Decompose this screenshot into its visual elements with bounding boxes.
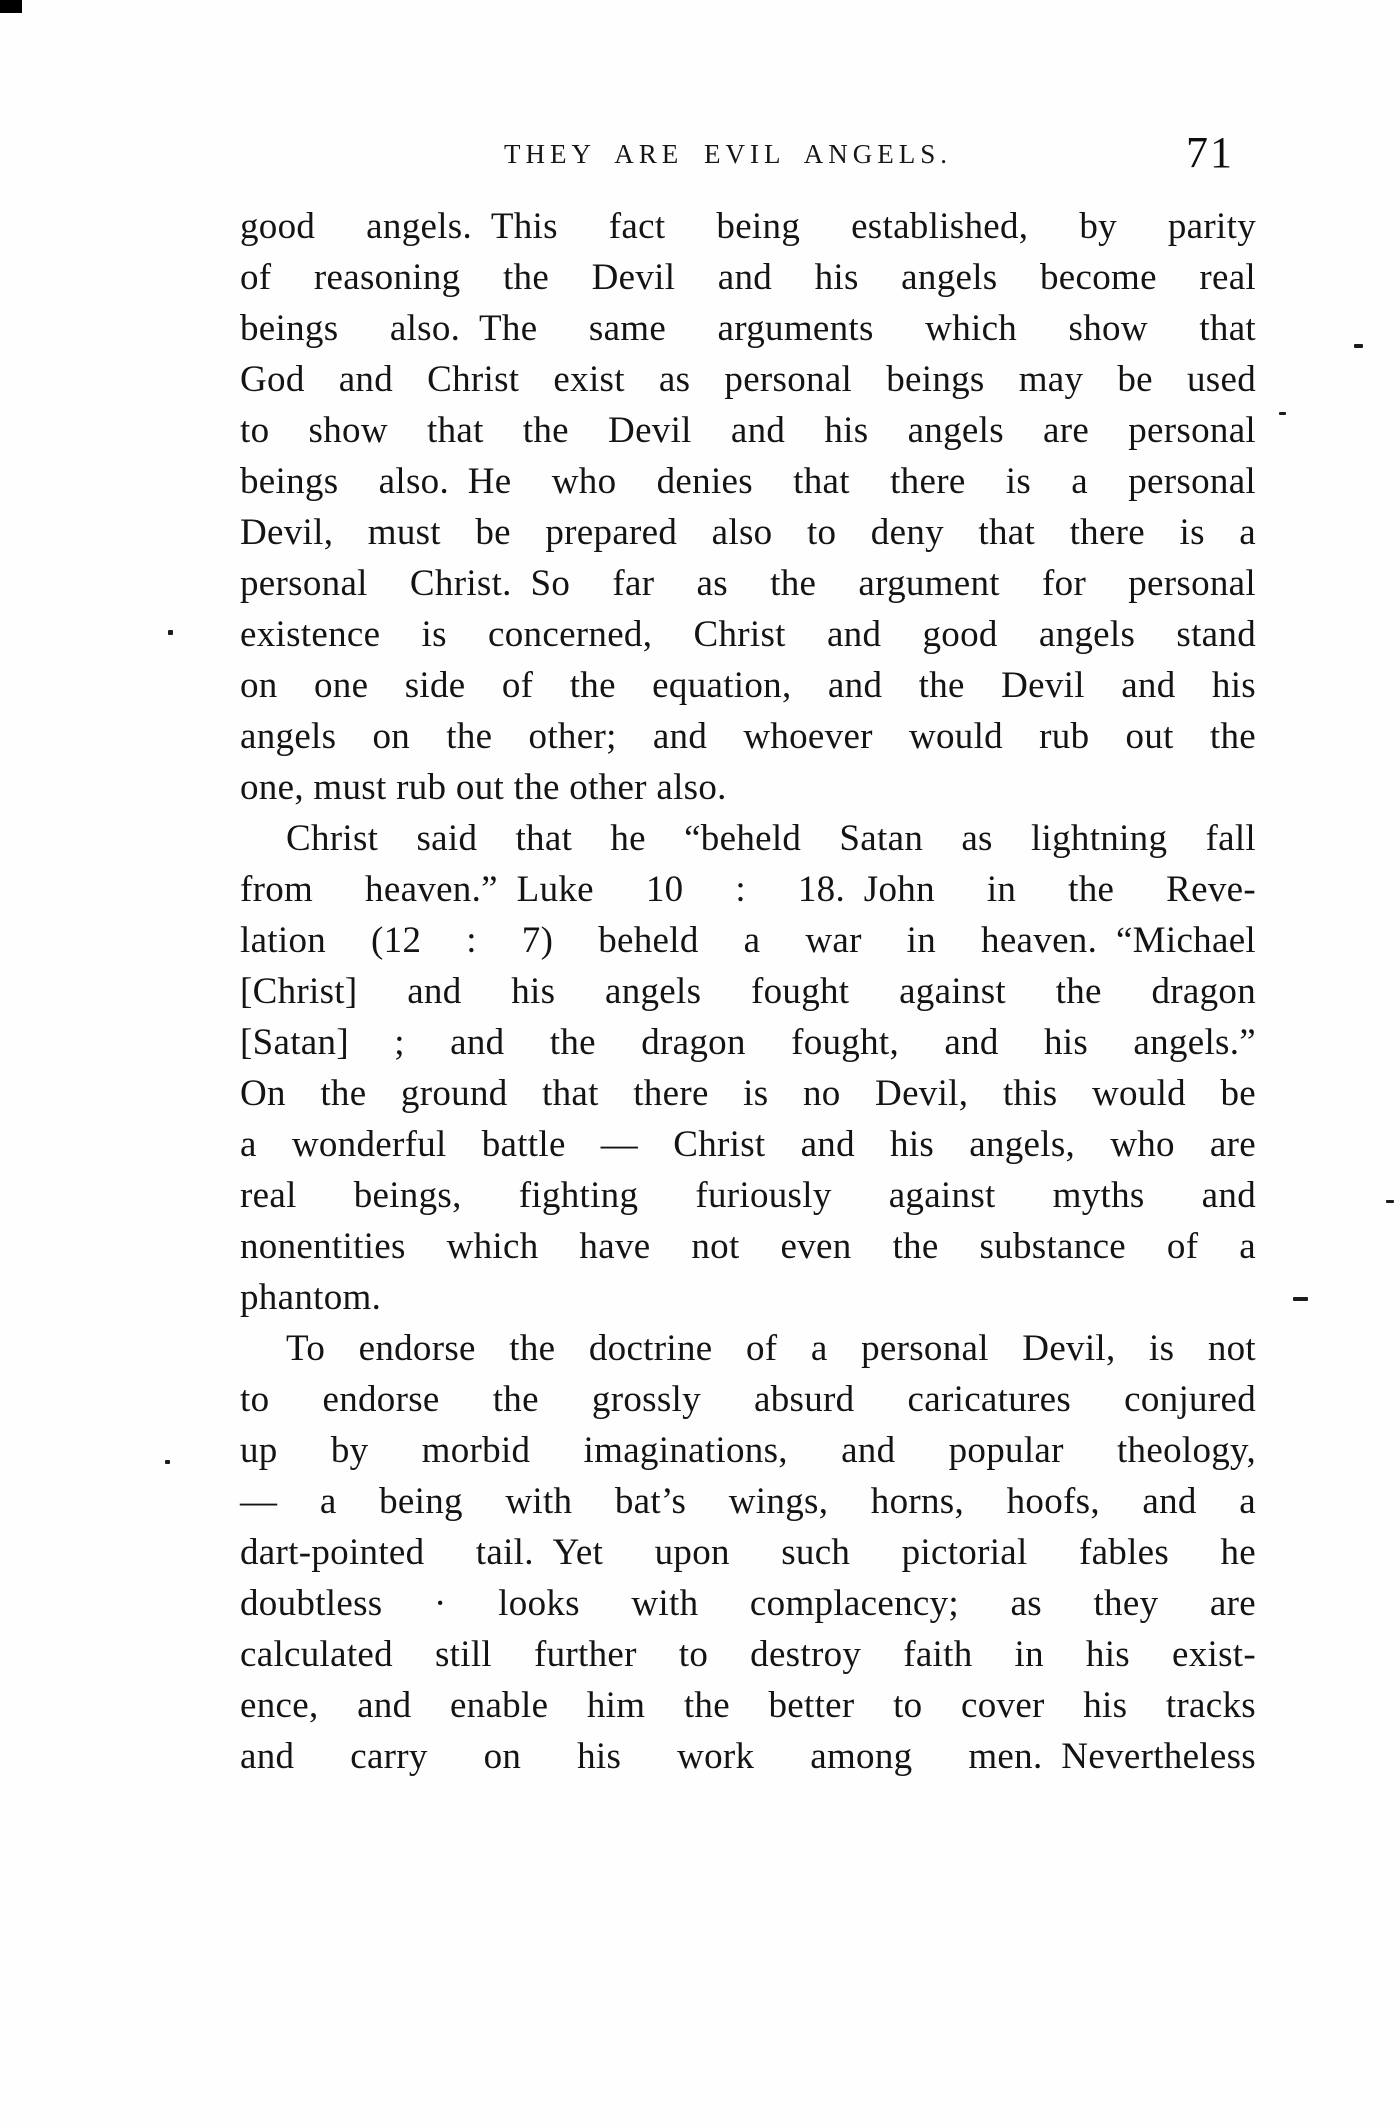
text-line: angels on the other; and whoever would rub out the: [240, 716, 1256, 757]
text-line: and carry on his work among men. Nevertheless: [240, 1736, 1256, 1777]
scan-speck: [1279, 412, 1286, 415]
text-line: Devil, must be prepared also to deny that there is a: [240, 512, 1256, 553]
text-line: of reasoning the Devil and his angels become real: [240, 257, 1256, 298]
text-line: from heaven.” Luke 10 : 18. John in the Reve-: [240, 869, 1256, 910]
text-line: existence is concerned, Christ and good angels stand: [240, 614, 1256, 655]
text-line: phantom.: [240, 1277, 382, 1318]
text-line: ence, and enable him the better to cover his tracks: [240, 1685, 1256, 1726]
text-line: good angels. This fact being established, by parity: [240, 206, 1256, 247]
text-line: Christ said that he “beheld Satan as lightning fall: [286, 818, 1256, 859]
scan-speck: [165, 1460, 170, 1464]
page-number: 71: [1186, 128, 1234, 177]
text-line: nonentities which have not even the substance of a: [240, 1226, 1256, 1267]
page-body: [240, 201, 1256, 1782]
text-line: to show that the Devil and his angels are personal: [240, 410, 1256, 451]
text-line: [Christ] and his angels fought against the dragon: [240, 971, 1256, 1012]
text-line: doubtless · looks with complacency; as they are: [240, 1583, 1256, 1624]
running-header: [240, 112, 1256, 177]
scan-corner-artifact: [0, 0, 22, 13]
text-line: beings also. He who denies that there is a personal: [240, 461, 1256, 502]
text-line: real beings, fighting furiously against myths and: [240, 1175, 1256, 1216]
text-line: To endorse the doctrine of a personal Devil, is not: [286, 1328, 1256, 1369]
text-line: On the ground that there is no Devil, this would be: [240, 1073, 1256, 1114]
scan-speck: [168, 630, 173, 635]
text-line: — a being with bat’s wings, horns, hoofs, and a: [240, 1481, 1256, 1522]
text-line: dart-pointed tail. Yet upon such pictorial fables he: [240, 1532, 1256, 1573]
text-line: lation (12 : 7) beheld a war in heaven. “Michael: [240, 920, 1256, 961]
text-line: God and Christ exist as personal beings may be used: [240, 359, 1256, 400]
text-line: a wonderful battle — Christ and his angels, who are: [240, 1124, 1256, 1165]
text-line: beings also. The same arguments which show that: [240, 308, 1256, 349]
text-line: personal Christ. So far as the argument for personal: [240, 563, 1256, 604]
scan-speck: [1386, 1200, 1394, 1203]
text-line: [Satan] ; and the dragon fought, and his angels.”: [240, 1022, 1256, 1063]
text-line: one, must rub out the other also.: [240, 767, 727, 808]
text-line: calculated still further to destroy faith in his exist-: [240, 1634, 1256, 1675]
text-line: up by morbid imaginations, and popular theology,: [240, 1430, 1256, 1471]
scan-speck: [1293, 1297, 1308, 1301]
text-line: on one side of the equation, and the Devil and his: [240, 665, 1256, 706]
scan-speck: [1354, 344, 1363, 348]
text-line: to endorse the grossly absurd caricatures conjured: [240, 1379, 1256, 1420]
running-title: THEY ARE EVIL ANGELS.: [504, 139, 952, 169]
